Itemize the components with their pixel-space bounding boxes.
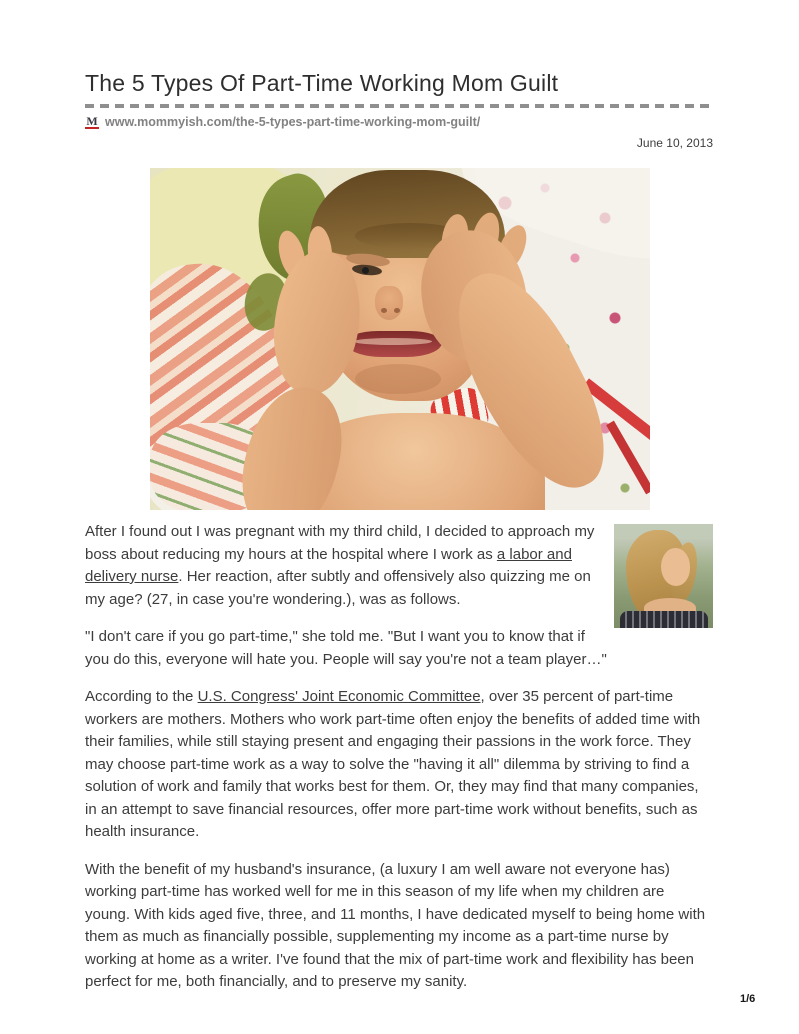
source-url-link[interactable]: www.mommyish.com/the-5-types-part-time-working-mom-guilt/ bbox=[105, 115, 481, 129]
author-face bbox=[661, 548, 690, 586]
dashed-divider bbox=[85, 104, 714, 108]
joint-economic-committee-link[interactable]: U.S. Congress' Joint Economic Committee bbox=[197, 688, 481, 705]
author-photo bbox=[614, 524, 713, 628]
paragraph-4: With the benefit of my husband's insurance, (a luxury I am well aware not everyone has) working part-time has worked well for me in this season of my life when my children are young. With kids aged five, three, and 11 months, I have dedicated myself to being home with them as much as financially possible, supplementing my income as a part-time nurse by working at home as a writer. I've found that the mix of part-time work and flexibility has been perfect for me, both financially, and to preserve my sanity. bbox=[85, 860, 706, 990]
labor-delivery-nurse-link[interactable]: a labor and delivery nurse bbox=[85, 545, 572, 585]
photo-child-nostril-2 bbox=[394, 308, 400, 313]
paragraph-3 bbox=[85, 686, 713, 844]
p3-text-after: , over 35 percent of part-time workers are mothers. Mothers who work part-time often enjoy the benefits of added time with their families, while still staying present and engaging their passions in the work force. They may choose part-time work as a way to solve the "having it all" dilemma by striving to find a solution of work and family that works best for them. Or, they may find that many companies, in an attempt to save financial resources, offer more part-time work without benefits, such as health insurance. bbox=[85, 688, 701, 840]
hero-photo bbox=[150, 168, 650, 510]
photo-child-lip-highlight bbox=[354, 338, 432, 345]
p3-text-before: According to the bbox=[85, 688, 198, 705]
photo-child-eye-pupil bbox=[362, 267, 369, 274]
source-url-row bbox=[85, 114, 480, 130]
publish-date: June 10, 2013 bbox=[636, 136, 713, 150]
photo-child-nose bbox=[375, 286, 403, 320]
p1-text-before: After I found out I was pregnant with my third child, I decided to approach my boss about reducing my hours at the hospital where I work as bbox=[85, 523, 595, 563]
article-body bbox=[85, 521, 713, 994]
photo-child-nostril-1 bbox=[381, 308, 387, 313]
page-indicator: 1/6 bbox=[740, 993, 756, 1005]
p1-text-after: . Her reaction, after subtly and offensively also quizzing me on my age? (27, in case you're wondering.), was as follows. bbox=[85, 568, 591, 608]
page-title: The 5 Types Of Part-Time Working Mom Guilt bbox=[85, 70, 559, 96]
paragraph-2-quote: "I don't care if you go part-time," she told me. "But I want you to know that if you do this, everyone will hate you. People will say you're not a team player…" bbox=[85, 628, 607, 668]
site-favicon-icon bbox=[85, 115, 99, 129]
author-dark-top bbox=[620, 611, 708, 628]
favicon-letter: M bbox=[86, 114, 98, 128]
photo-child-chin-shadow bbox=[355, 364, 441, 394]
